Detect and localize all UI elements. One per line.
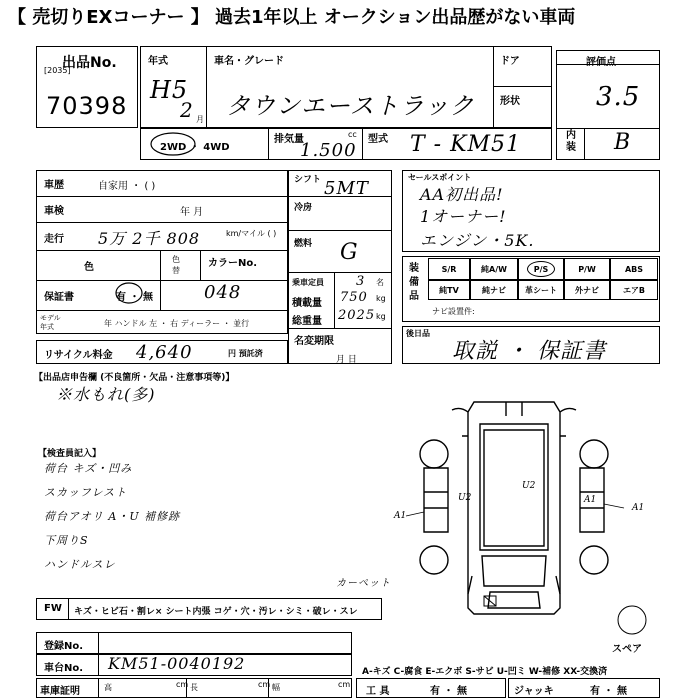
report-label: 【出品店申告欄 (不良箇所・欠品・注意事項等)】: [34, 373, 235, 383]
month-value: 2: [180, 98, 194, 122]
fw-text: キズ・ヒビ石・割レ× シート内張 コゲ・穴・汚レ・シミ・破レ・スレ: [74, 607, 358, 617]
year-value: H5: [150, 76, 189, 104]
color-label: 色: [84, 262, 94, 273]
score-value: 3.5: [596, 82, 641, 112]
mileage-value: 5万 2千 808: [98, 229, 201, 248]
cert-length: 長: [190, 683, 198, 692]
equip-nav: 純ナビ: [470, 280, 518, 300]
cert-width: 幅: [272, 683, 280, 692]
capacity-label: 乗車定員: [292, 278, 324, 287]
displacement-unit: cc: [348, 130, 357, 139]
mark-a1-left: A1: [394, 511, 407, 521]
lot-label: 出品No.: [62, 55, 117, 71]
banner-title: 【 売切りEXコーナー 】 過去1年以上 オークション出品歴がない車両: [8, 7, 576, 28]
door-label: ドア: [500, 56, 520, 67]
displacement-value: 1.500: [300, 140, 357, 161]
history-label: 車歴: [44, 180, 64, 191]
cert-height-unit: cm: [176, 680, 189, 689]
score-label: 評価点: [586, 57, 616, 68]
selling-label: セールスポイント: [408, 173, 472, 182]
equip-abs: ABS: [610, 258, 658, 280]
change-label: 名変期限: [294, 336, 334, 347]
lot-number: 70398: [46, 92, 128, 120]
drive-circle: [148, 131, 198, 157]
warranty-circle: [114, 282, 144, 304]
spare-label: スペア: [612, 644, 642, 655]
fw-label: FW: [44, 603, 62, 614]
shape-label: 形状: [500, 96, 520, 107]
selling-point-1: AA初出品!: [420, 185, 504, 204]
displacement-label: 排気量: [274, 134, 304, 145]
gross-unit: kg: [376, 312, 386, 321]
name-value: タウンエーストラック: [226, 92, 475, 120]
inspector-label: 【検査員記入】: [38, 449, 102, 459]
chassis-value: KM51-0040192: [108, 654, 246, 673]
selling-point-3: エンジン・5K.: [420, 231, 535, 250]
inspection-label: 車検: [44, 206, 64, 217]
warranty-label: 保証書: [44, 292, 74, 303]
cert-label: 車庫証明: [40, 686, 80, 697]
interior-value: B: [614, 130, 632, 155]
load-unit: kg: [376, 294, 386, 303]
equip-leather: 革シート: [518, 280, 564, 300]
history-value: 自家用 ・ ( ): [98, 181, 156, 192]
warranty-value: 有 ・ 無: [116, 292, 153, 303]
inspector-line-5: ハンドルスレ: [44, 558, 116, 571]
mark-a1-far: A1: [632, 503, 645, 513]
recycle-unit: 円 預託済: [228, 349, 263, 358]
gross-label: 総重量: [292, 316, 322, 327]
recycle-label: リサイクル料金: [44, 350, 113, 361]
jack-label: ジャッキ: [514, 686, 554, 697]
interior-label: 内装: [566, 130, 576, 153]
equip-ext-nav: 外ナビ: [564, 280, 610, 300]
report-handwritten: ※水もれ(多): [56, 385, 156, 404]
cert-length-unit: cm: [258, 680, 271, 689]
fuel-value: G: [340, 240, 359, 265]
lot-small: [2035]: [44, 66, 71, 75]
change-value: 月 日: [336, 355, 357, 365]
tools-label: 工 具: [366, 686, 390, 697]
model-label: 型式: [368, 134, 388, 145]
recycle-value: 4,640: [136, 342, 193, 363]
chassis-label: 車台No.: [44, 663, 84, 674]
color-change-label: 色替: [172, 255, 180, 275]
mark-a1-right: A1: [584, 495, 597, 505]
nav-label: ナビ設置件:: [432, 307, 475, 316]
notes-label: 後日品: [406, 329, 430, 338]
damage-legend: A-キズ C-腐食 E-エクボ S-サビ U-凹ミ W-補修 XX-交換済: [362, 667, 608, 677]
equip-tv: 純TV: [428, 280, 470, 300]
jack-value: 有 ・ 無: [590, 686, 627, 697]
equip-airbag: エアB: [610, 280, 658, 300]
color-no-value: 048: [204, 282, 242, 303]
tools-value: 有 ・ 無: [430, 686, 467, 697]
equip-ps: P/S: [518, 258, 564, 280]
color-no-label: カラーNo.: [208, 258, 258, 269]
spare-icon: [616, 604, 648, 636]
mark-u2-bed: U2: [522, 481, 536, 491]
year-label: 年式: [148, 56, 168, 67]
model-value: T - KM51: [410, 132, 522, 157]
name-label: 車名・グレード: [214, 56, 284, 67]
reg-label: 登録No.: [44, 641, 84, 652]
inspector-line-3: 荷台アオリ A・U 補修跡: [44, 510, 181, 523]
mileage-unit: km/マイル ( ): [226, 229, 277, 238]
load-label: 積載量: [292, 298, 322, 309]
carpet-note: カーペット: [336, 578, 391, 589]
inspection-value: 年 月: [180, 207, 204, 218]
selling-point-2: 1オーナー!: [420, 207, 507, 226]
shift-value: 5MT: [324, 178, 369, 199]
model-year-value: 年 ハンドル 左 ・ 右 ディーラー ・ 並行: [104, 319, 250, 328]
notes-value: 取説 ・ 保証書: [452, 339, 606, 364]
drive-label: 2WD ・ 4WD: [160, 142, 230, 153]
model-year-label: モデル年式: [40, 314, 61, 331]
month-unit: 月: [196, 115, 204, 124]
truck-diagram: [394, 396, 645, 618]
fuel-label: 燃料: [294, 239, 313, 249]
capacity-unit: 名: [376, 278, 384, 287]
equip-sr: S/R: [428, 258, 470, 280]
shift-label: シフト: [294, 175, 322, 185]
inspector-line-1: 荷台 キズ・凹み: [44, 462, 133, 475]
ac-label: 冷房: [294, 203, 313, 213]
inspector-line-4: 下周りS: [44, 534, 89, 547]
load-value: 750: [340, 290, 368, 305]
mileage-label: 走行: [44, 234, 64, 245]
equipment-label: 装備品: [409, 263, 419, 302]
cert-height: 高: [104, 683, 112, 692]
equip-alloy: 純A/W: [470, 258, 518, 280]
inspector-line-2: スカッフレスト: [44, 486, 128, 499]
equip-pw: P/W: [564, 258, 610, 280]
capacity-value: 3: [356, 274, 366, 289]
cert-width-unit: cm: [338, 680, 351, 689]
mark-u2-left: U2: [458, 493, 472, 503]
reg-row: [36, 632, 352, 654]
gross-value: 2025: [338, 308, 376, 323]
